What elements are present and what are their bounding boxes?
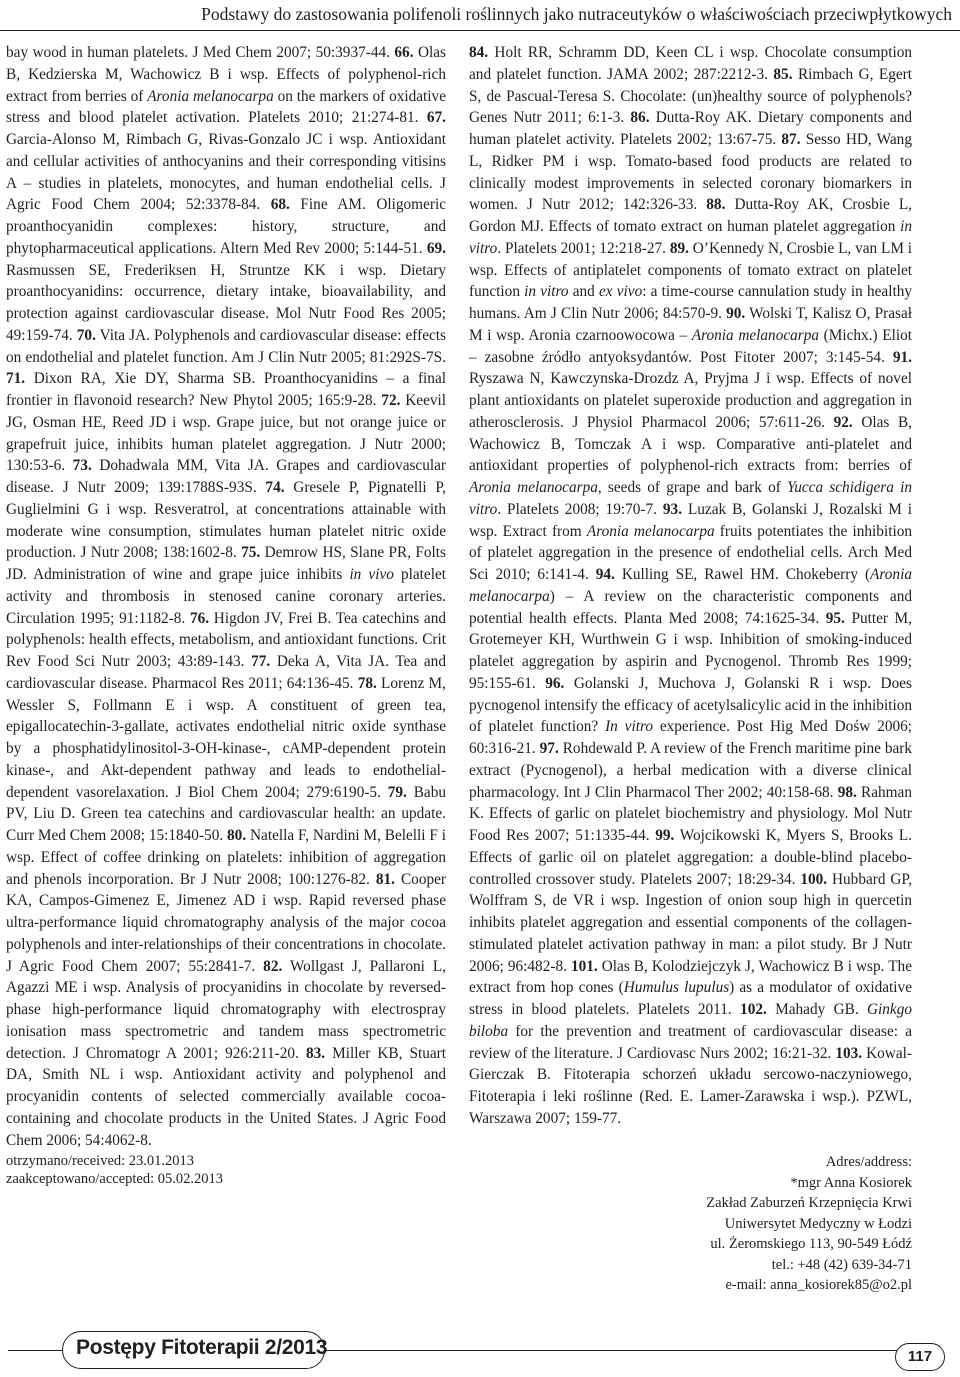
- reference-text-italic: Aronia melanocarpa: [691, 326, 820, 344]
- author-name: *mgr Anna Kosiorek: [790, 1174, 912, 1191]
- reference-number: 103.: [835, 1044, 863, 1062]
- reference-text: on the markers of oxidative stress and blood platelet activation. Platelets 2010; 21:274-81.: [6, 87, 446, 127]
- reference-text-italic: Yucca schidigera in vitro: [469, 479, 913, 518]
- reference-text-italic: Aronia melanocarpa: [147, 87, 274, 105]
- reference-text: Putter M, Grotemeyer KH, Wurthwein G i wsp. Inhibition of smoking-induced platelet aggregation by aspirin and Pycnogenol. Thromb Res 1999; 95:155-61.: [469, 609, 912, 692]
- reference-text-italic: Humulus lupulus: [623, 979, 730, 997]
- reference-text: O’Kennedy N, Crosbie L, van LM i wsp. Effects of antiplatelet components of tomato extract on platelet function: [469, 239, 913, 301]
- reference-number: 84.: [469, 44, 489, 61]
- reference-text: Demrow HS, Slane PR, Folts JD. Administration of wine and grape juice inhibits: [6, 544, 447, 583]
- reference-number: 87.: [781, 131, 801, 148]
- correspondence-address: [706, 1152, 912, 1296]
- reference-number: 72.: [381, 392, 401, 409]
- reference-number: 80.: [227, 827, 247, 844]
- reference-text: experience. Post Hig Med Dośw 2006; 60:316-21.: [469, 718, 913, 757]
- reference-text-italic: in vitro: [524, 283, 569, 301]
- reference-text: Sesso HD, Wang L, Ridker PM i wsp. Tomato-based food products are related to clinically modest improvements in selected coronary biomarkers in women. J Nutr 2012; 142:326-33.: [469, 131, 912, 214]
- address-heading: Adres/address:: [825, 1154, 912, 1170]
- reference-number: 94.: [595, 566, 615, 583]
- reference-text: Wojcikowski K, Myers S, Brooks L. Effects of garlic oil on platelet aggregation: a double-blind placebo-controlled crossover study. Platelets 2007; 18:29-34.: [469, 827, 912, 888]
- reference-number: 86.: [630, 109, 650, 127]
- reference-text: (Michx.) Eliot – zasobne źródło antyoksydantów. Post Fitoter 2007; 3:145-54.: [469, 326, 912, 366]
- reference-text: Hubbard GP, Wolffram S, de VR i wsp. Ingestion of onion soup high in quercetin inhibits platelet aggregation and essential components of the collagen-stimulated platelet activation pathway in man: a pilot study. Br J Nutr 2006; 96:482-8.: [469, 870, 913, 975]
- reference-text: Kowal-Gierczak B. Fitoterapia schorzeń układu sercowo-naczyniowego, Fitoterapia i leki roślinne (Red. E. Lamer-Zarawska i wsp.). PZWL, Warszawa 2007; 159-77.: [469, 1044, 912, 1127]
- header-divider: [0, 30, 960, 31]
- reference-text-italic: in vitro: [469, 218, 912, 257]
- reference-number: 68.: [270, 196, 290, 214]
- reference-text: . Platelets 2001; 12:218-27.: [497, 239, 667, 257]
- reference-text-italic: Ginkgo biloba: [469, 1001, 912, 1040]
- reference-text-italic: ex vivo: [599, 283, 643, 301]
- references-left-column: [6, 42, 446, 1151]
- reference-number: 90.: [726, 305, 746, 322]
- reference-text: for the prevention and treatment of cardiovascular disease: a review of the literature. J Cardiovasc Nurs 2002; 16:21-32.: [469, 1022, 912, 1062]
- reference-number: 102.: [740, 1001, 767, 1018]
- reference-text: bay wood in human platelets. J Med Chem 2007; 50:3937-44.: [6, 44, 390, 61]
- reference-text: Rahman K. Effects of garlic on platelet biochemistry and physiology. Mol Nutr Food Res 2007; 51:1335-44.: [469, 783, 912, 844]
- reference-text: Babu PV, Liu D. Green tea catechins and cardiovascular health: an update. Curr Med Chem 2008; 15:1840-50.: [6, 783, 447, 844]
- running-title: Podstawy do zastosowania polifenoli roślinnych jako nutraceutyków o właściwościach przeciwpłytkowych: [201, 4, 952, 24]
- reference-number: 93.: [662, 500, 683, 518]
- footer-divider-right: [325, 1350, 905, 1351]
- reference-text: Golanski J, Muchova J, Golanski R i wsp. Does pycnogenol intensify the efficacy of acetylsalicylic acid in the inhibition of platelet function?: [469, 674, 912, 736]
- reference-number: 88.: [706, 196, 726, 214]
- references-right-column: [469, 42, 912, 1130]
- reference-number: 69.: [426, 239, 446, 257]
- footer-divider-left: [8, 1350, 62, 1351]
- page-number: 117: [907, 1348, 933, 1365]
- reference-text: Mahady GB.: [775, 1001, 867, 1018]
- reference-text: Olas B, Wachowicz B, Tomczak A i wsp. Comparative anti-platelet and antioxidant properties of polyphenol-rich extracts from: berries of: [469, 413, 912, 475]
- phone: tel.: +48 (42) 639-34-71: [771, 1256, 912, 1273]
- reference-text: Miller KB, Stuart DA, Smith NL i wsp. Antioxidant activity and polyphenol and procyanidin contents of selected commercially available cocoa-containing and chocolate products in the United States. J Agric Food Chem 2006; 54:4062-8.: [6, 1044, 447, 1149]
- reference-number: 81.: [375, 870, 395, 888]
- reference-text: Wolski T, Kalisz O, Prasał M i wsp. Aronia czarnoowocowa –: [469, 305, 912, 344]
- reference-text-italic: In vitro: [605, 718, 653, 736]
- reference-number: 71.: [6, 370, 26, 388]
- reference-text: Gresele P, Pignatelli P, Guglielmini G i wsp. Resveratrol, at concentrations attainable with moderate wine consumption, stimulates human platelet nitric oxide production. J Nutr 2008; 138:1602-8.: [6, 479, 447, 562]
- reference-text: Ryszawa N, Kawczynska-Drozdz A, Pryjma J i wsp. Effects of novel plant antioxidants on platelet superoxide production and aggregation in atherosclerosis. J Physiol Pharmacol 2006; 57:611-26.: [469, 370, 912, 431]
- reference-number: 74.: [265, 479, 285, 496]
- references-right-text: [469, 42, 912, 1130]
- reference-text: Rasmussen SE, Frederiksen H, Struntze KK i wsp. Dietary proanthocyanidins: occurrence, dietary intake, bioavailability, and protection against cardiovascular disease. Mol Nutr Food Res 2005; 49:159-74.: [6, 261, 446, 344]
- reference-text: Fine AM. Oligomeric proanthocyanidin complexes: history, structure, and phytopharmaceutical applications. Altern Med Rev 2000; 5:144-51.: [6, 196, 446, 257]
- reference-number: 79.: [387, 783, 407, 801]
- reference-number: 99.: [655, 827, 675, 844]
- reference-text: Lorenz M, Wessler S, Follmann E i wsp. A constituent of green tea, epigallocatechin-3-gallate, activates endothelial nitric oxide synthase by a phosphatidylinositol-3-OH-kinase-, cAMP-dependent protein kinase-, and Akt-dependent pathway and leads to endothelial-dependent vasorelaxation. J Biol Chem 2004; 279:6190-5.: [6, 674, 446, 801]
- reference-text: . Platelets 2008; 19:70-7.: [497, 500, 657, 518]
- reference-number: 75.: [241, 544, 261, 562]
- reference-text: Luzak B, Golanski J, Rozalski M i wsp. Extract from: [469, 500, 913, 540]
- reference-text: fruits potentiates the inhibition of platelet aggregation in the presence of endothelial cells. Arch Med Sci 2010; 6:141-4.: [469, 522, 912, 583]
- reference-number: 101.: [570, 957, 598, 975]
- reference-number: 89.: [669, 239, 689, 257]
- reference-text: Rohdewald P. A review of the French maritime pine bark extract (Pycnogenol), a herbal medication with a diverse clinical pharmacology. Int J Clin Pharmacol Ther 2002; 40:158-68.: [469, 740, 912, 801]
- reference-number: 77.: [251, 653, 271, 670]
- reference-text: Dutta-Roy AK. Dietary components and human platelet activity. Platelets 2002; 13:67-75.: [469, 109, 912, 148]
- reference-number: 98.: [837, 783, 857, 801]
- reference-text: : a time-course cannulation study in healthy humans. Am J Clin Nutr 2006; 84:570-9.: [469, 283, 912, 322]
- reference-item: [6, 44, 390, 61]
- references-left-text: [6, 42, 446, 1151]
- reference-text: , seeds of grape and bark of: [597, 479, 788, 496]
- reference-number: 78.: [357, 674, 377, 692]
- reference-number: 85.: [773, 65, 793, 83]
- reference-number: 100.: [800, 870, 828, 888]
- reference-text: and: [568, 283, 600, 301]
- reference-number: 82.: [263, 957, 283, 975]
- reference-number: 97.: [539, 740, 559, 757]
- reference-number: 96.: [545, 674, 565, 692]
- email[interactable]: e-mail: anna_kosiorek85@o2.pl: [725, 1277, 912, 1293]
- reference-text: Olas B, Kedzierska M, Wachowicz B i wsp. Effects of polyphenol-rich extract from berries of: [6, 44, 447, 105]
- reference-text: Keevil JG, Osman HE, Reed JD i wsp. Grape juice, but not orange juice or grapefruit juice, inhibits human platelet aggregation. J Nutr 2000; 130:53-6.: [6, 392, 447, 475]
- reference-text: Cooper KA, Campos-Gimenez E, Jimenez AD i wsp. Rapid reversed phase ultra-performance liquid chromatography analysis of the major cocoa polyphenols and inter-relationships of their concentrations in chocolate. J Agric Food Chem 2007; 55:2841-7.: [6, 870, 447, 975]
- reference-text: ) as a modulator of oxidative stress in blood platelets. Platelets 2011.: [469, 979, 912, 1018]
- reference-number: 95.: [825, 609, 845, 627]
- reference-number: 91.: [892, 348, 912, 366]
- submission-dates: [6, 1152, 223, 1188]
- reference-text: Wollgast J, Pallaroni L, Agazzi ME i wsp. Analysis of procyanidins in chocolate by reversed-phase high-performance liquid chromatography with electrospray ionisation mass spectrometric and tandem mass spectrometric detection. J Chromatogr A 2001; 926:211-20.: [6, 957, 446, 1062]
- reference-text: Holt RR, Schramm DD, Keen CL i wsp. Chocolate consumption and platelet function. JAMA 2002; 287:2212-3.: [469, 44, 912, 83]
- reference-text: Rimbach G, Egert S, de Pascual-Teresa S. Chocolate: (un)healthy source of polyphenols? Genes Nutr 2011; 6:1-3.: [469, 65, 913, 127]
- received-date: otrzymano/received: 23.01.2013: [6, 1153, 195, 1169]
- reference-text: Higdon JV, Frei B. Tea catechins and polyphenols: health effects, metabolism, and antioxidant functions. Crit Rev Food Sci Nutr 2003; 43:89-143.: [6, 609, 447, 670]
- reference-number: 73.: [72, 457, 92, 475]
- reference-text-italic: Aronia melanocarpa: [586, 522, 715, 540]
- department: Zakład Zaburzeń Krzepnięcia Krwi: [706, 1195, 912, 1211]
- reference-number: 92.: [833, 413, 853, 431]
- reference-number: 76.: [189, 609, 210, 627]
- reference-item: [6, 675, 446, 801]
- reference-number: 66.: [394, 44, 414, 61]
- reference-text: Natella F, Nardini M, Belelli F i wsp. Effect of coffee drinking on platelets: inhibition of aggregation and phenols incorporation. Br J Nutr 2008; 100:1276-82.: [6, 827, 446, 888]
- journal-name: Postępy Fitoterapii 2/2013: [76, 1336, 328, 1359]
- reference-text: Vita JA. Polyphenols and cardiovascular disease: effects on endothelial and platelet function. Am J Clin Nutr 2005; 81:292S-7S.: [6, 326, 446, 366]
- reference-text: Olas B, Kolodziejczyk J, Wachowicz B i wsp. The extract from hop cones (: [469, 957, 912, 997]
- reference-number: 83.: [305, 1044, 326, 1062]
- reference-number: 70.: [76, 326, 96, 344]
- reference-item: [6, 370, 446, 409]
- reference-text: Dixon RA, Xie DY, Sharma SB. Proanthocyanidins – a final frontier in flavonoid research? New Phytol 2005; 165:9-28.: [6, 370, 446, 409]
- reference-text: Garcia-Alonso M, Rimbach G, Rivas-Gonzalo JC i wsp. Antioxidant and cellular activities of anthocyanins and their corresponding vitisins A – studies in platelets, monocytes, and human endothelial cells. J Agric Food Chem 2004; 52:3378-84.: [6, 131, 446, 214]
- reference-text-italic: Aronia melanocarpa: [469, 479, 598, 496]
- reference-text: Deka A, Vita JA. Tea and cardiovascular disease. Pharmacol Res 2011; 64:136-45.: [6, 653, 446, 692]
- reference-text: Dutta-Roy AK, Crosbie L, Gordon MJ. Effects of tomato extract on human platelet aggregation: [469, 196, 912, 235]
- reference-text-italic: Aronia melanocarpa: [469, 566, 912, 605]
- reference-text: ) – A review on the characteristic components and potential health effects. Planta Med 2008; 74:1625-34.: [469, 587, 912, 627]
- university: Uniwersytet Medyczny w Łodzi: [724, 1215, 912, 1232]
- street-address: ul. Żeromskiego 113, 90-549 Łódź: [710, 1236, 912, 1252]
- reference-text: Kulling SE, Rawel HM. Chokeberry (: [621, 566, 871, 583]
- accepted-date: zaakceptowano/accepted: 05.02.2013: [6, 1171, 224, 1187]
- reference-text-italic: in vivo: [349, 566, 394, 583]
- reference-text: Dohadwala MM, Vita JA. Grapes and cardiovascular disease. J Nutr 2009; 139:1788S-93S.: [6, 457, 447, 496]
- reference-text: platelet activity and thrombosis in stenosed canine coronary arteries. Circulation 1995; 91:1182-8.: [6, 566, 447, 627]
- reference-number: 67.: [426, 109, 446, 127]
